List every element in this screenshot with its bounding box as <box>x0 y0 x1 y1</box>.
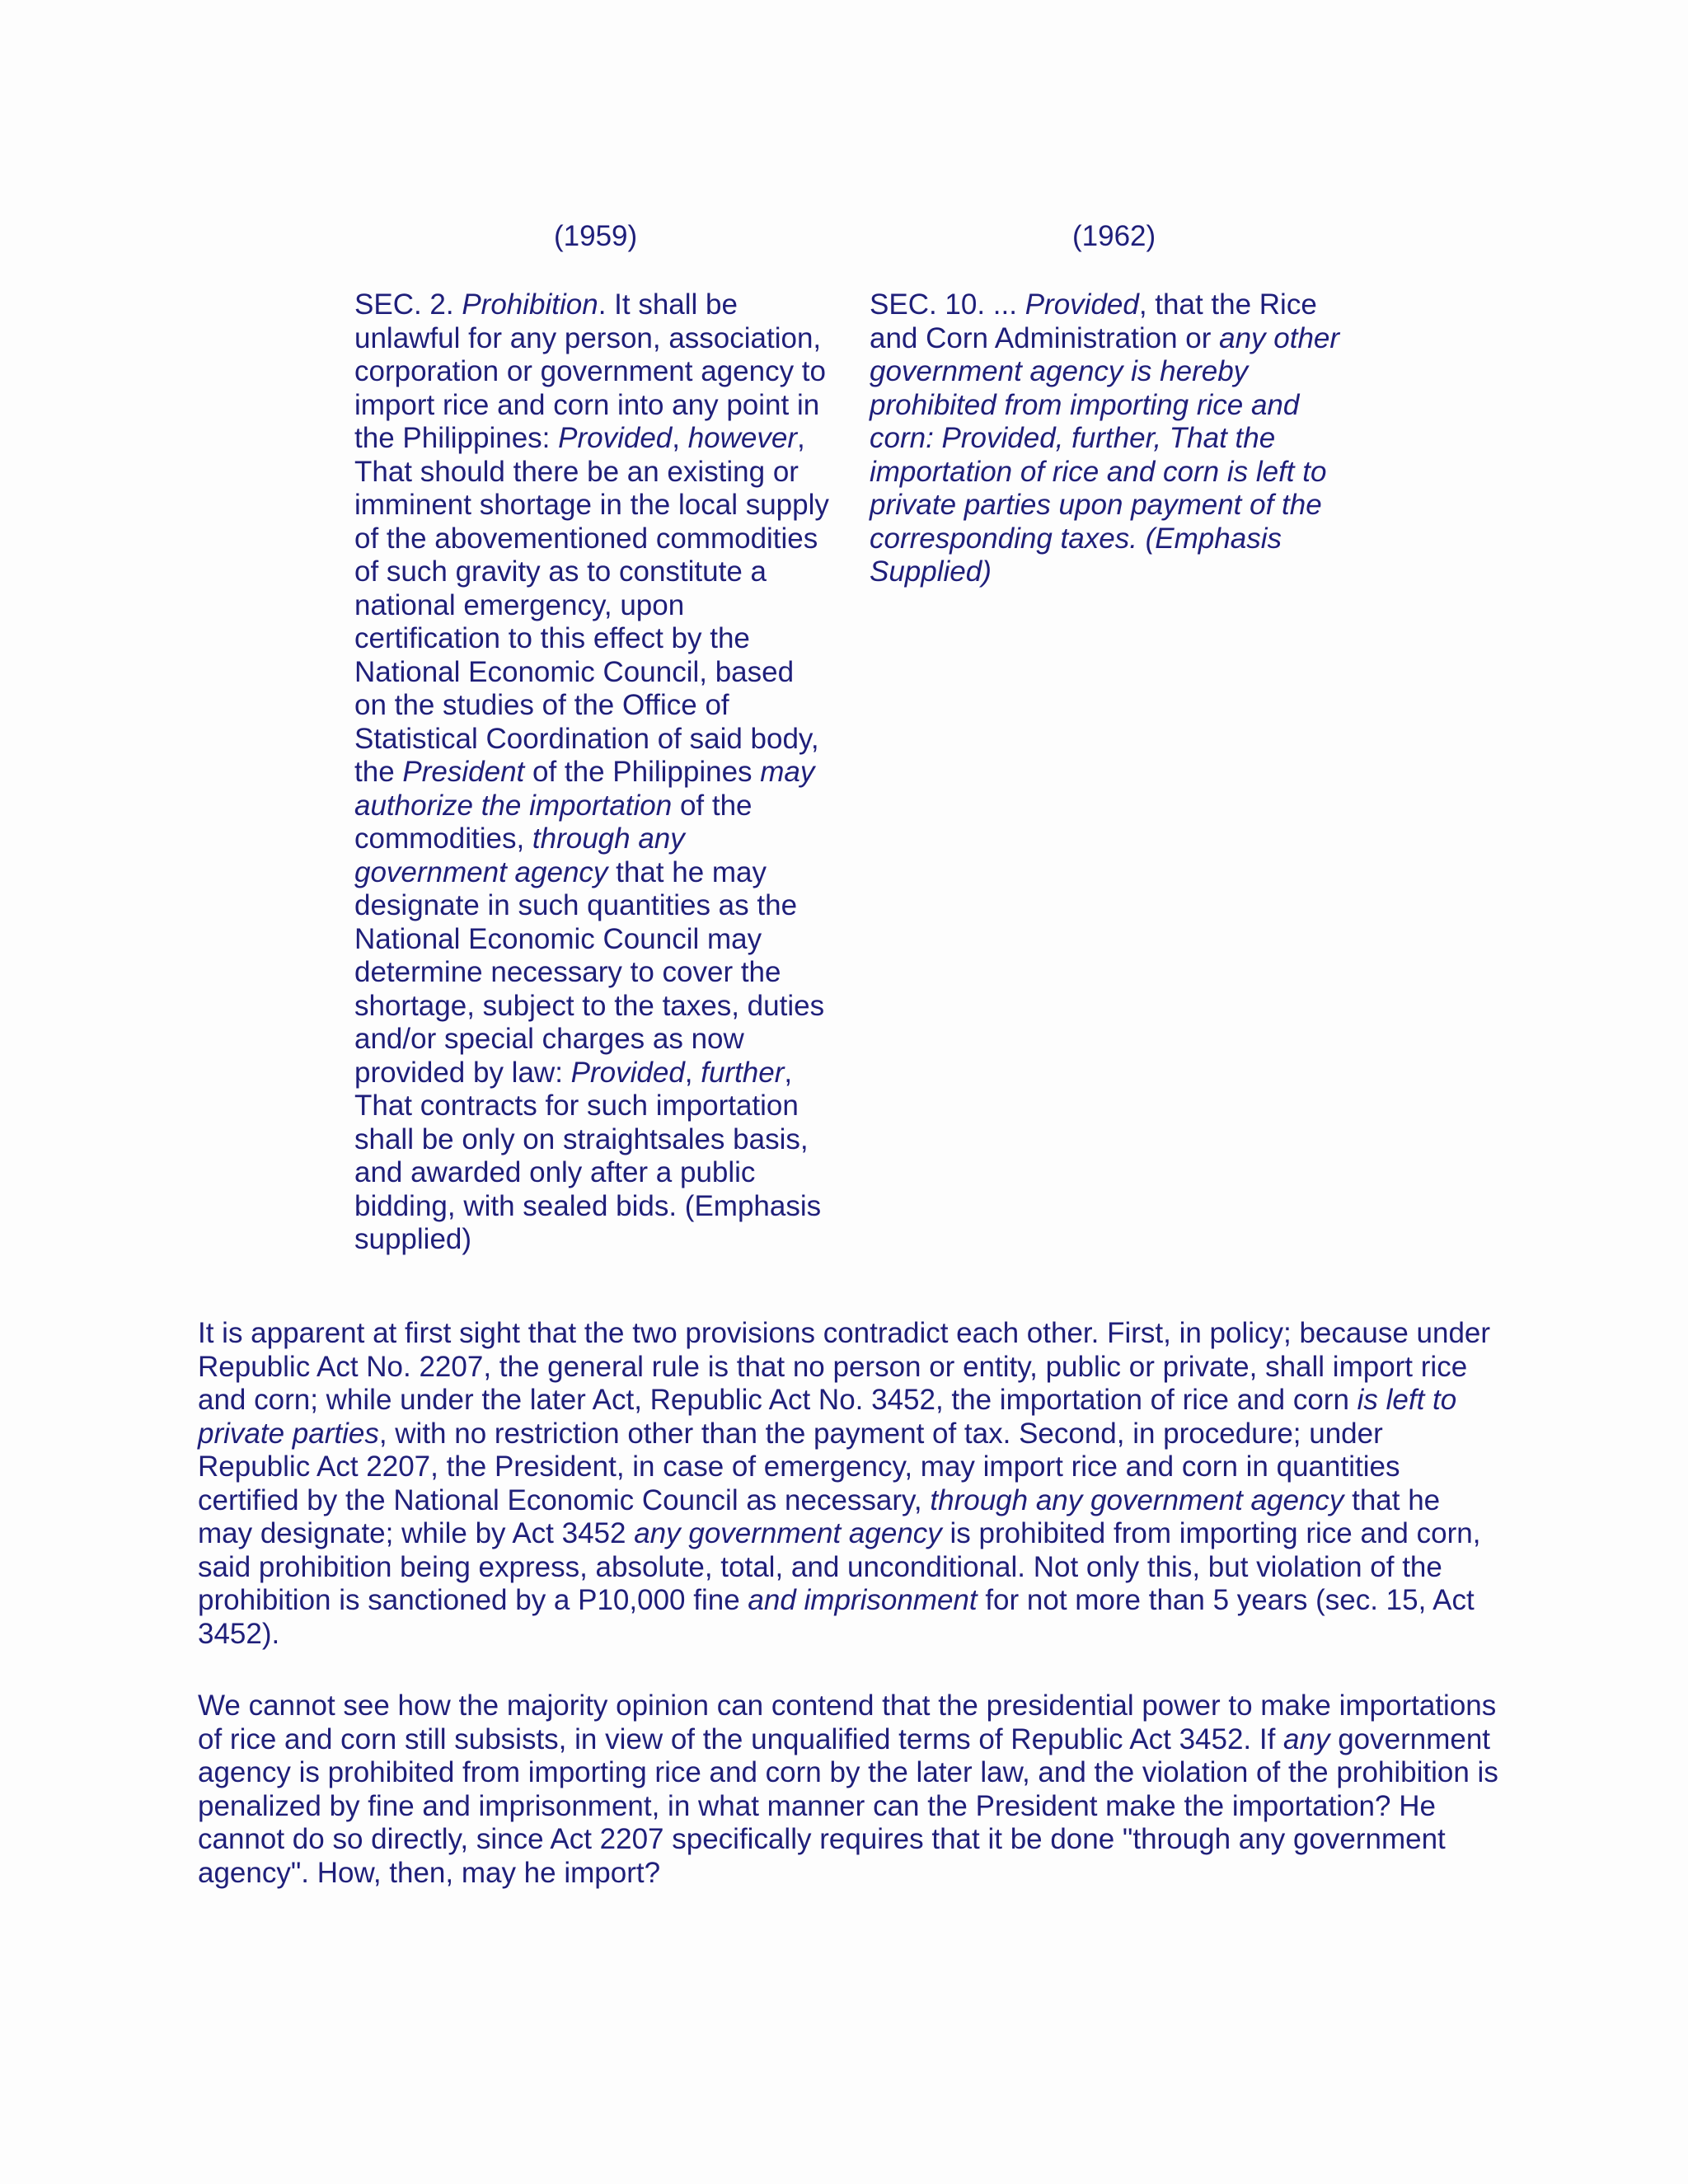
emphasized-text: Prohibition <box>462 288 598 321</box>
emphasized-text: through any government agency <box>930 1483 1344 1516</box>
body-paragraph: It is apparent at first sight that the two provisions contradict each other. First, in policy; because under Republic Act No. 2207, the general rule is that no person or entity, public or private, shall import rice and corn; while under the later Act, Republic Act No. 3452, the importation of rice and corn is left to private parties, with no restriction other than the payment of tax. Second, in procedure; under Republic Act 2207, the President, in case of emergency, may import rice and corn in quantities certified by the National Economic Council as necessary, through any government agency that he may designate; while by Act 3452 any government agency is prohibited from importing rice and corn, said prohibition being express, absolute, total, and unconditional. Not only this, but violation of the prohibition is sanctioned by a P10,000 fine and imprisonment for not more than 5 years (sec. 15, Act 3452). <box>198 1317 1491 1650</box>
emphasized-text: President <box>402 756 525 788</box>
column-year-right: (1962) <box>1072 220 1156 252</box>
emphasized-text: any government agency <box>634 1517 942 1549</box>
emphasized-text: may authorize the importation <box>354 756 815 822</box>
emphasized-text: any other government agency is hereby prohibited from importing rice and corn: Provided, further, That the importation of rice and corn is left to private parties upon payment of the corresponding taxes. (Emphasis Supplied) <box>870 321 1340 588</box>
emphasized-text: Provided <box>1025 288 1139 321</box>
emphasized-text: Provided <box>558 422 673 454</box>
emphasized-text: further <box>701 1056 785 1089</box>
provision-text-1959: SEC. 2. Prohibition. It shall be unlawful for any person, association, corporation or government agency to import rice and corn into any point in the Philippines: Provided, however, That should there be an existing or imminent shortage in the local supply of the abovementioned commodities of such gravity as to constitute a national emergency, upon certification to this effect by the National Economic Council, based on the studies of the Office of Statistical Coordination of said body, the President of the Philippines may authorize the importation of the commodities, through any government agency that he may designate in such quantities as the National Economic Council may determine necessary to cover the shortage, subject to the taxes, duties and/or special charges as now provided by law: Provided, further, That contracts for such importation shall be only on straightsales basis, and awarded only after a public bidding, with sealed bids. (Emphasis supplied) <box>354 288 829 1255</box>
emphasized-text: Provided <box>570 1056 685 1089</box>
emphasized-text: any <box>1283 1722 1330 1755</box>
emphasized-text: and imprisonment <box>748 1584 978 1616</box>
body-paragraph: We cannot see how the majority opinion can contend that the presidential power to make importations of rice and corn still subsists, in view of the unqualified terms of Republic Act 3452. If any government agency is prohibited from importing rice and corn by the later law, and the violation of the prohibition is penalized by fine and imprisonment, in what manner can the President make the importation? He cannot do so directly, since Act 2207 specifically requires that it be done "through any government agency". How, then, may he import? <box>198 1690 1498 1889</box>
emphasized-text: through any government agency <box>354 823 685 888</box>
column-year-left: (1959) <box>554 220 638 252</box>
emphasized-text: is left to private parties <box>198 1384 1457 1450</box>
provision-text-1962: SEC. 10. ... Provided, that the Rice and Corn Administration or any other government agency is hereby prohibited from importing rice and corn: Provided, further, That the importation of rice and corn is left to private parties upon payment of the corresponding taxes. (Emphasis Supplied) <box>870 288 1340 588</box>
emphasized-text: however <box>687 422 797 454</box>
